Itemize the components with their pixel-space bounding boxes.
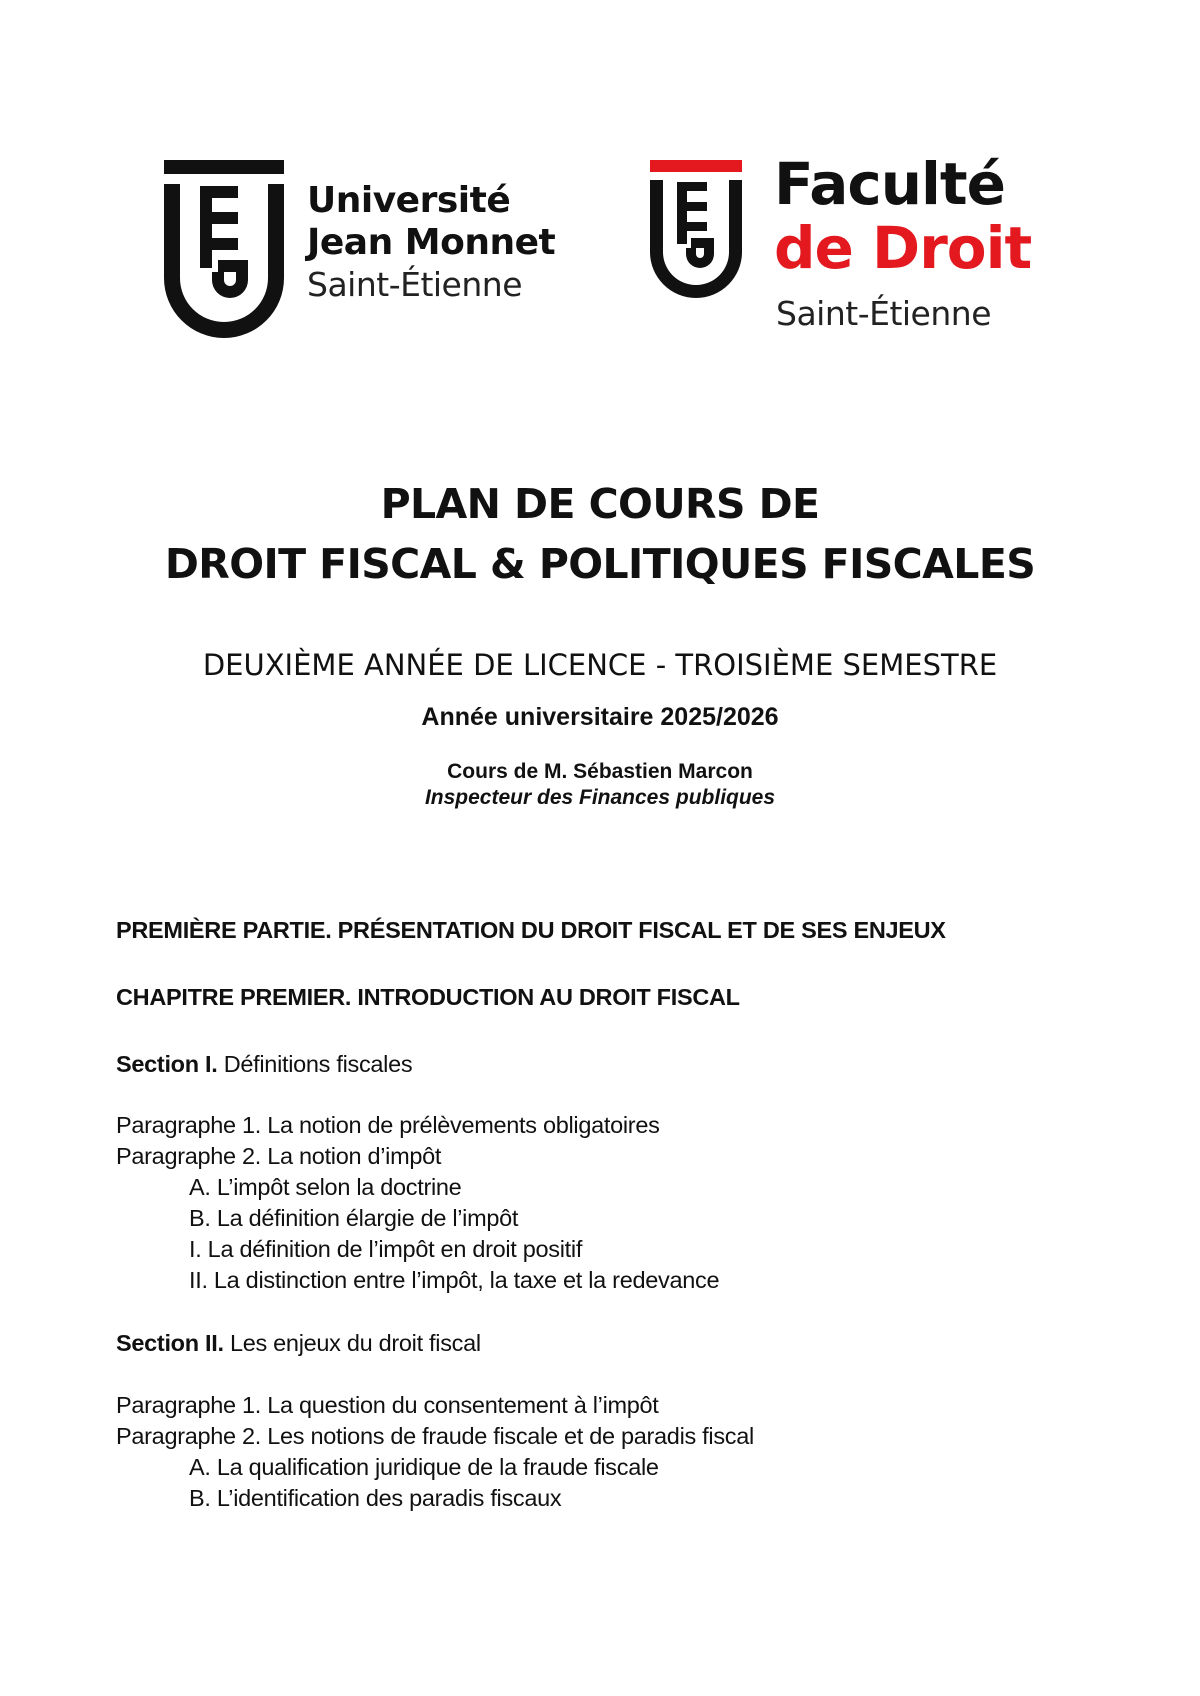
academic-year: Année universitaire 2025/2026 (421, 703, 779, 731)
outline-item: Paragraphe 1. La notion de prélèvements obligatoires (116, 1112, 660, 1138)
logo-faculte-line2: de Droit (774, 214, 1032, 282)
logo-ujm-line1: Université (307, 180, 511, 221)
outline-item: B. La définition élargie de l’impôt (189, 1205, 519, 1231)
subtitle: DEUXIÈME ANNÉE DE LICENCE - TROISIÈME SEMESTRE (202, 648, 998, 682)
outline-item: I. La définition de l’impôt en droit positif (189, 1236, 583, 1262)
faculte-logo (650, 150, 1032, 333)
chapter-heading: CHAPITRE PREMIER. INTRODUCTION AU DROIT FISCAL (116, 984, 740, 1010)
logo-faculte-line1: Faculté (774, 150, 1005, 218)
outline-item: A. La qualification juridique de la fraude fiscale (189, 1454, 659, 1480)
section-label: Section II. (116, 1330, 224, 1356)
part-heading: PREMIÈRE PARTIE. PRÉSENTATION DU DROIT FISCAL ET DE SES ENJEUX (116, 917, 946, 943)
outline-item: Paragraphe 2. La notion d’impôt (116, 1143, 442, 1169)
logo-ujm-line2: Jean Monnet (307, 222, 556, 263)
outline-item: B. L’identification des paradis fiscaux (189, 1485, 562, 1511)
section-heading (116, 1330, 481, 1357)
teacher-role: Inspecteur des Finances publiques (424, 786, 776, 809)
teacher-name: Cours de M. Sébastien Marcon (447, 760, 753, 783)
section-label: Section I. (116, 1051, 218, 1077)
outline-item: A. L’impôt selon la doctrine (189, 1174, 462, 1200)
section-title: Définitions fiscales (223, 1051, 413, 1077)
logo-faculte-line3: Saint-Étienne (776, 294, 991, 333)
page-title-line1: PLAN DE COURS DE (380, 480, 820, 528)
logo-ujm-line3: Saint-Étienne (307, 265, 522, 304)
ujm-monogram-icon (164, 160, 289, 340)
section-heading (116, 1051, 412, 1078)
ujm-monogram-icon (650, 160, 745, 300)
ujm-logo (164, 160, 556, 340)
page-title-line2: DROIT FISCAL & POLITIQUES FISCALES (164, 540, 1036, 588)
section-title: Les enjeux du droit fiscal (229, 1330, 481, 1356)
outline-item: Paragraphe 2. Les notions de fraude fiscale et de paradis fiscal (116, 1423, 754, 1449)
outline-item: Paragraphe 1. La question du consentement à l’impôt (116, 1392, 659, 1418)
outline-item: II. La distinction entre l’impôt, la taxe et la redevance (189, 1267, 720, 1293)
